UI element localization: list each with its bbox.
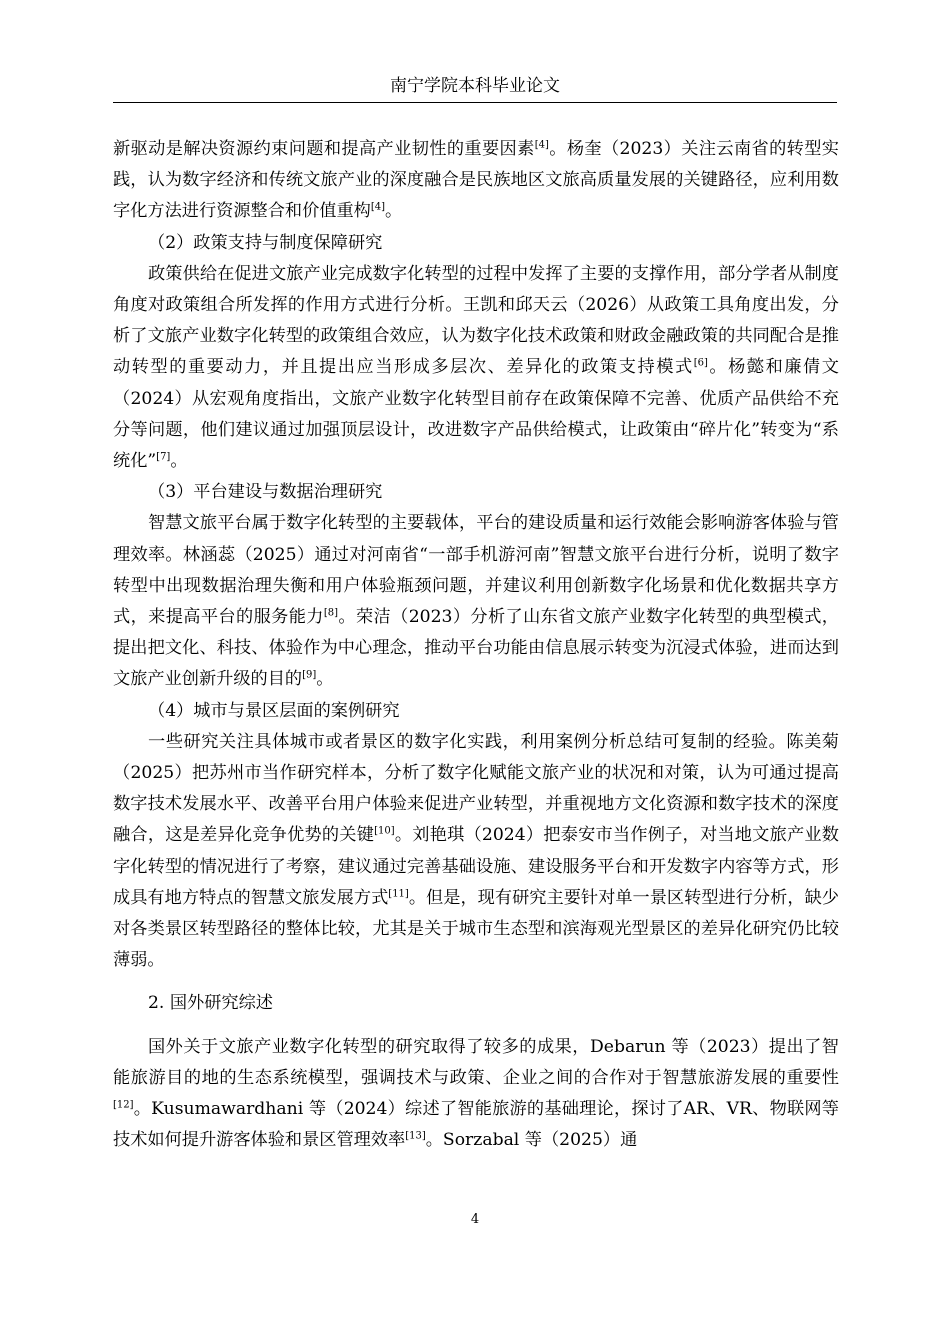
citation: [13] bbox=[405, 1130, 426, 1142]
citation: [7] bbox=[156, 451, 171, 463]
subsection-heading: （3）平台建设与数据治理研究 bbox=[148, 482, 383, 503]
citation: [4] bbox=[534, 139, 549, 151]
paragraph: 新驱动是解决资源约束问题和提高产业韧性的重要因素[4]。杨奎（2023）关注云南省的转型实践，认为数字经济和传统文旅产业的深度融合是民族地区文旅高质量发展的关键路径，应利用数字化方法进行资源整合和价值重构[4]。 bbox=[113, 139, 839, 222]
running-header: 南宁学院本科毕业论文 bbox=[390, 76, 560, 96]
section-heading: 2. 国外研究综述 bbox=[148, 993, 273, 1014]
page-number: 4 bbox=[470, 1212, 480, 1227]
paragraph: 国外关于文旅产业数字化转型的研究取得了较多的成果，Debarun 等（2023）提出了智能旅游目的地的生态系统模型，强调技术与政策、企业之间的合作对于智慧旅游发展的重要性[12]。Kusumawardhani 等（2024）综述了智能旅游的基础理论，探讨了AR、VR、物联网等技术如何提升游客体验和景区管理效率[13]。Sorzabal 等（2025）通 bbox=[113, 1036, 839, 1151]
subsection-heading: （4）城市与景区层面的案例研究 bbox=[148, 700, 400, 721]
citation: [10] bbox=[374, 825, 395, 837]
citation: [12] bbox=[113, 1099, 134, 1111]
citation: [6] bbox=[693, 357, 708, 369]
citation: [8] bbox=[323, 607, 339, 619]
citation: [9] bbox=[302, 669, 317, 681]
paragraph: 政策供给在促进文旅产业完成数字化转型的过程中发挥了主要的支撑作用，部分学者从制度角度对政策组合所发挥的作用方式进行分析。王凯和邱天云（2026）从政策工具角度出发，分析了文旅产业数字化转型的政策组合效应，认为数字化技术政策和财政金融政策的共同配合是推动转型的重要动力，并且提出应当形成多层次、差异化的政策支持模式[6]。杨懿和廉倩文（2024）从宏观角度指出，文旅产业数字化转型目前存在政策保障不完善、优质产品供给不充分等问题，他们建议通过加强顶层设计，改进数字产品供给模式，让政策由“碎片化”转变为“系统化”[7]。 bbox=[113, 263, 839, 472]
paragraph: 智慧文旅平台属于数字化转型的主要载体，平台的建设质量和运行效能会影响游客体验与管理效率。林涵蕊（2025）通过对河南省“一部手机游河南”智慧文旅平台进行分析，说明了数字转型中出现数据治理失衡和用户体验瓶颈问题，并建议利用创新数字化场景和优化数据共享方式，来提高平台的服务能力[8]。荣洁（2023）分析了山东省文旅产业数字化转型的典型模式，提出把文化、科技、体验作为中心理念，推动平台功能由信息展示转变为沉浸式体验，进而达到文旅产业创新升级的目的[9]。 bbox=[113, 513, 839, 690]
citation: [4] bbox=[370, 201, 385, 213]
citation: [11] bbox=[388, 888, 409, 900]
subsection-heading: （2）政策支持与制度保障研究 bbox=[148, 232, 383, 253]
body-text bbox=[113, 134, 839, 1157]
paragraph: 一些研究关注具体城市或者景区的数字化实践，利用案例分析总结可复制的经验。陈美菊（2025）把苏州市当作研究样本，分析了数字化赋能文旅产业的状况和对策，认为可通过提高数字技术发展水平、改善平台用户体验来促进产业转型，并重视地方文化资源和数字技术的深度融合，这是差异化竞争优势的关键[10]。刘艳琪（2024）把泰安市当作例子，对当地文旅产业数字化转型的情况进行了考察，建议通过完善基础设施、建设服务平台和开发数字内容等方式，形成具有地方特点的智慧文旅发展方式[11]。但是，现有研究主要针对单一景区转型进行分析，缺少对各类景区转型路径的整体比较，尤其是关于城市生态型和滨海观光型景区的差异化研究仍比较薄弱。 bbox=[113, 731, 839, 971]
header-rule bbox=[113, 102, 837, 103]
